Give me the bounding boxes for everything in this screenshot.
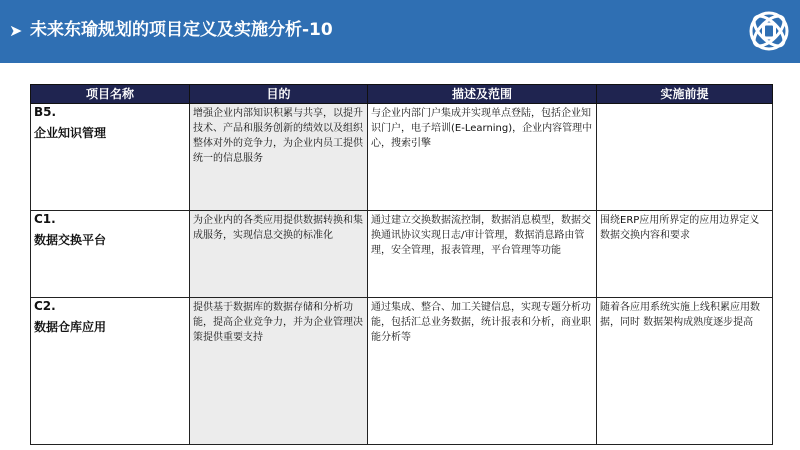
prerequisite-cell [597, 298, 773, 445]
scope-text: 与企业内部门户集成并实现单点登陆，包括企业知识门户，电子培训(E-Learning)，企业内容管理中心，搜索引擎 [371, 108, 593, 149]
purpose-text: 提供基于数据库的数据存储和分析功能，提高企业竞争力，并为企业管理决策提供重要支持 [193, 302, 363, 343]
purpose-cell [190, 298, 368, 445]
prerequisite-text: 围绕ERP应用所界定的应用边界定义数据交换内容和要求 [600, 215, 760, 241]
project-code: C1. [34, 212, 56, 226]
table-header-row [31, 85, 773, 104]
project-name: 数据交换平台 [34, 233, 107, 247]
project-name-cell [31, 211, 190, 298]
purpose-cell [190, 211, 368, 298]
purpose-text: 增强企业内部知识积累与共享，以提升技术、产品和服务创新的绩效以及组织整体对外的竞争力，为企业内员工提供统一的信息服务 [193, 108, 363, 164]
prerequisite-cell [597, 211, 773, 298]
scope-cell [368, 211, 597, 298]
scope-cell [368, 104, 597, 211]
prerequisite-cell [597, 104, 773, 211]
table-row [31, 298, 773, 445]
purpose-text: 为企业内的各类应用提供数据转换和集成服务，实现信息交换的标准化 [193, 215, 363, 241]
project-name: 企业知识管理 [34, 126, 107, 140]
atom-orbit-logo-icon [748, 10, 790, 52]
page-title: 未来东瑜规划的项目定义及实施分析-10 [30, 20, 333, 40]
scope-text: 通过集成、整合、加工关键信息，实现专题分析功能，包括汇总业务数据，统计报表和分析，商业职能分析等 [371, 302, 591, 343]
project-code: B5. [34, 105, 57, 119]
prerequisite-text: 随着各应用系统实施上线积累应用数据，同时 数据架构成熟度逐步提高 [600, 302, 760, 328]
purpose-cell [190, 104, 368, 211]
table-row [31, 211, 773, 298]
project-name-cell [31, 104, 190, 211]
project-code: C2. [34, 299, 56, 313]
project-analysis-table [30, 84, 773, 445]
column-header-purpose: 目的 [190, 85, 368, 104]
project-name-cell [31, 298, 190, 445]
chevron-right-icon: ➤ [9, 21, 23, 40]
table-row [31, 104, 773, 211]
column-header-prerequisite: 实施前提 [597, 85, 773, 104]
scope-cell [368, 298, 597, 445]
title-banner [0, 0, 800, 63]
project-table-container [30, 84, 772, 436]
project-name: 数据仓库应用 [34, 320, 107, 334]
column-header-scope: 描述及范围 [368, 85, 597, 104]
scope-text: 通过建立交换数据流控制，数据消息模型，数据交换通讯协议实现日志/审计管理，数据消息路由管理，安全管理，报表管理，平台管理等功能 [371, 215, 591, 256]
column-header-project-name: 项目名称 [31, 85, 190, 104]
